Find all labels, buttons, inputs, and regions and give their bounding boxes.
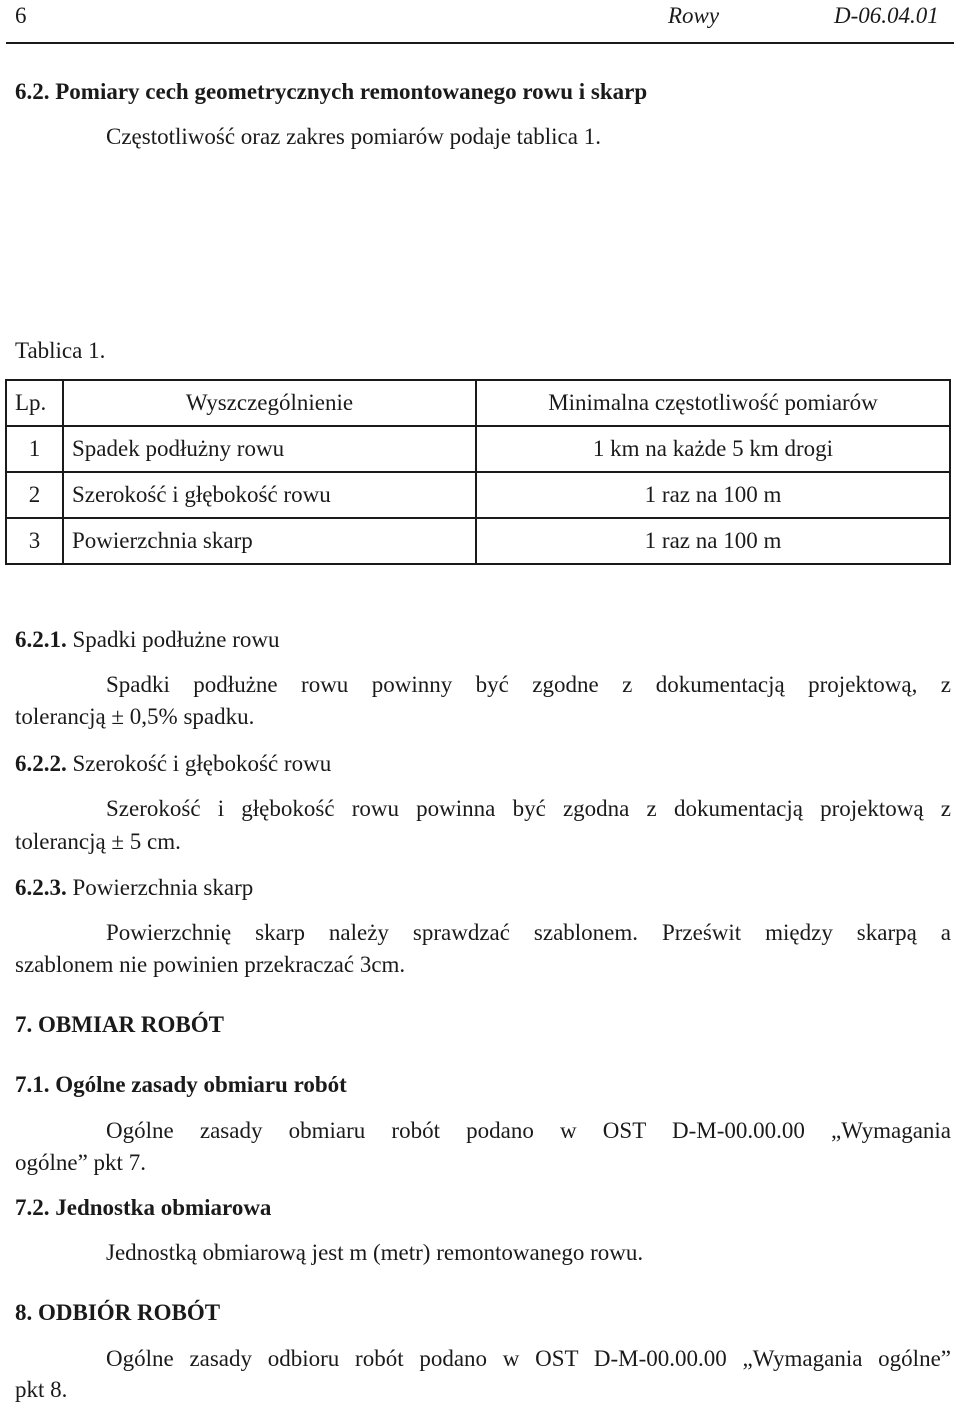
table-row — [6, 472, 950, 518]
section-6-2-3-line1: Powierzchnię skarp należy sprawdzać szablonem. Prześwit między skarpą a — [106, 920, 951, 945]
section-title: Powierzchnia skarp — [72, 875, 254, 900]
section-8-line1: Ogólne zasady odbioru robót podano w OST D-M-00.00.00 „Wymagania ogólne” — [106, 1346, 951, 1371]
section-6-2-2-heading — [15, 750, 331, 778]
section-6-2-2-line1: Szerokość i głębokość rowu powinna być zgodna z dokumentacją projektową z — [106, 796, 951, 821]
section-6-2-1-line1: Spadki podłużne rowu powinny być zgodne z dokumentacją projektową, z — [106, 672, 951, 697]
section-8-heading: 8. ODBIÓR ROBÓT — [15, 1300, 221, 1325]
header-frequency: Minimalna częstotliwość pomiarów — [476, 380, 950, 426]
row-lp: 2 — [6, 472, 63, 518]
section-7-heading: 7. OBMIAR ROBÓT — [15, 1012, 224, 1037]
row-frequency: 1 raz na 100 m — [476, 518, 950, 564]
section-6-2-heading: 6.2. Pomiary cech geometrycznych remontowanego rowu i skarp — [15, 79, 648, 104]
header-lp: Lp. — [6, 380, 63, 426]
header-name: Wyszczególnienie — [63, 380, 476, 426]
section-6-2-text: Częstotliwość oraz zakres pomiarów podaje tablica 1. — [106, 124, 601, 149]
section-title: Szerokość i głębokość rowu — [72, 751, 332, 776]
section-title: Spadki podłużne rowu — [72, 627, 280, 652]
table-caption: Tablica 1. — [15, 338, 106, 363]
document-code: D-06.04.01 — [834, 3, 939, 28]
section-7-1-line1: Ogólne zasady obmiaru robót podano w OST D-M-00.00.00 „Wymagania — [106, 1118, 951, 1143]
section-6-2-1-line2: tolerancją ± 0,5% spadku. — [15, 704, 255, 729]
row-name: Spadek podłużny rowu — [63, 426, 476, 472]
section-7-2-text: Jednostką obmiarową jest m (metr) remontowanego rowu. — [106, 1240, 644, 1265]
page-number: 6 — [15, 3, 27, 28]
row-frequency: 1 km na każde 5 km drogi — [476, 426, 950, 472]
running-title: Rowy — [668, 3, 720, 28]
row-name: Szerokość i głębokość rowu — [63, 472, 476, 518]
row-lp: 1 — [6, 426, 63, 472]
section-7-1-heading: 7.1. Ogólne zasady obmiaru robót — [15, 1072, 347, 1097]
section-6-2-3-heading — [15, 874, 253, 902]
section-number: 6.2.2. — [15, 751, 67, 776]
table-header-row — [6, 380, 950, 426]
section-6-2-2-line2: tolerancją ± 5 cm. — [15, 829, 181, 854]
section-7-1-line2: ogólne” pkt 7. — [15, 1150, 146, 1175]
section-6-2-1-heading — [15, 626, 279, 654]
row-name: Powierzchnia skarp — [63, 518, 476, 564]
row-lp: 3 — [6, 518, 63, 564]
section-number: 6.2.1. — [15, 627, 67, 652]
measurement-table — [5, 379, 951, 565]
section-8-line2: pkt 8. — [15, 1377, 68, 1402]
table-row — [6, 518, 950, 564]
section-6-2-3-line2: szablonem nie powinien przekraczać 3cm. — [15, 952, 406, 977]
table-row — [6, 426, 950, 472]
header-divider — [6, 42, 954, 44]
row-frequency: 1 raz na 100 m — [476, 472, 950, 518]
section-number: 6.2.3. — [15, 875, 67, 900]
section-7-2-heading: 7.2. Jednostka obmiarowa — [15, 1195, 272, 1220]
